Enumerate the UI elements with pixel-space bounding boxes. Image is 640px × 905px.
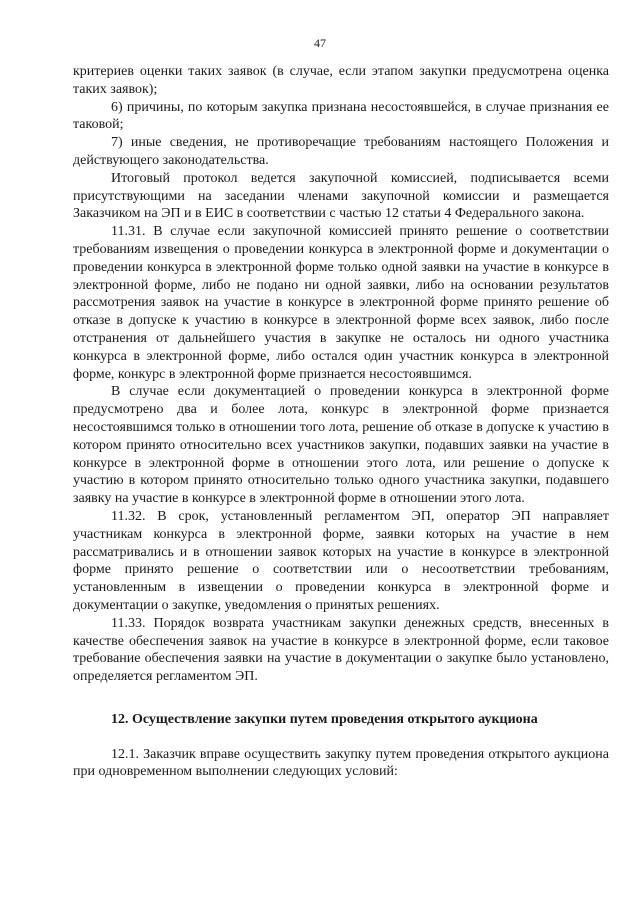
page-number: 47 (314, 36, 326, 50)
paragraph-11-33: 11.33. Порядок возврата участникам закупки денежных средств, внесенных в качестве обеспечения заявок на участие в конкурсе в электронной форме, если таковое требование обеспечения заявки на участие в документации о закупке было установлено, определяется регламентом ЭП. (73, 615, 609, 685)
document-body (73, 63, 609, 781)
section-heading-12: 12. Осуществление закупки путем проведения открытого аукциона (111, 711, 538, 727)
paragraph-item-7: 7) иные сведения, не противоречащие требованиям настоящего Положения и действующего законодательства. (73, 135, 609, 168)
paragraph-12-1: 12.1. Заказчик вправе осуществить закупку путем проведения открытого аукциона при одновременном выполнении следующих условий: (73, 746, 609, 780)
paragraph-11-31: 11.31. В случае если закупочной комиссией принято решение о соответствии требованиям извещения о проведении конкурса в электронной форме и документации о проведении конкурса в электронной форме только одной заявки на участие в конкурсе в электронной форме, либо не подано ни одной заявки, либо на основании результатов рассмотрения заявок на участие в конкурсе в электронной форме принято решение об отказе в допуске к участию в конкурсе в электронной форме всех заявок, либо после отстранения от дальнейшего участия в закупке не осталось ни одного участника конкурса в электронной форме, либо остался один участник конкурса в электронной форме, конкурс в электронной форме признается несостоявшимся. (73, 224, 609, 382)
paragraph-multiple-lots: В случае если документацией о проведении конкурса в электронной форме предусмотрено два и более лота, конкурс в электронной форме признается несостоявшимся только в отношении того лота, решение об отказе в допуске к участию в котором принято относительно всех участников закупки, подавших заявки на участие в конкурсе в электронной форме в отношении этого лота, или решение о допуске к участию в котором принято относительно только одного участника закупки, подавшего заявку на участие в конкурсе в электронной форме в отношении этого лота. (73, 384, 609, 507)
paragraph-final-protocol: Итоговый протокол ведется закупочной комиссией, подписывается всеми присутствующими на заседании членами закупочной комиссии и размещается Заказчиком на ЭП и в ЕИС в соответствии с частью 12 статьи 4 Федерального закона. (73, 170, 609, 222)
paragraph-11-32: 11.32. В срок, установленный регламентом ЭП, оператор ЭП направляет участникам конкурса в электронной форме, заявки которых на участие в нем рассматривались и в отношении заявок которых на участие в конкурсе в электронной форме принято решение о соответствии или о несоответствии требованиям, установленным в извещении о проведении конкурса в электронной форме и документации о закупке, уведомления о принятых решениях. (73, 508, 609, 613)
paragraph-criteria-continuation: критериев оценки таких заявок (в случае, если этапом закупки предусмотрена оценка таких заявок); (73, 64, 609, 97)
paragraph-item-6: 6) причины, по которым закупка признана несостоявшейся, в случае признания ее таковой; (73, 99, 609, 133)
